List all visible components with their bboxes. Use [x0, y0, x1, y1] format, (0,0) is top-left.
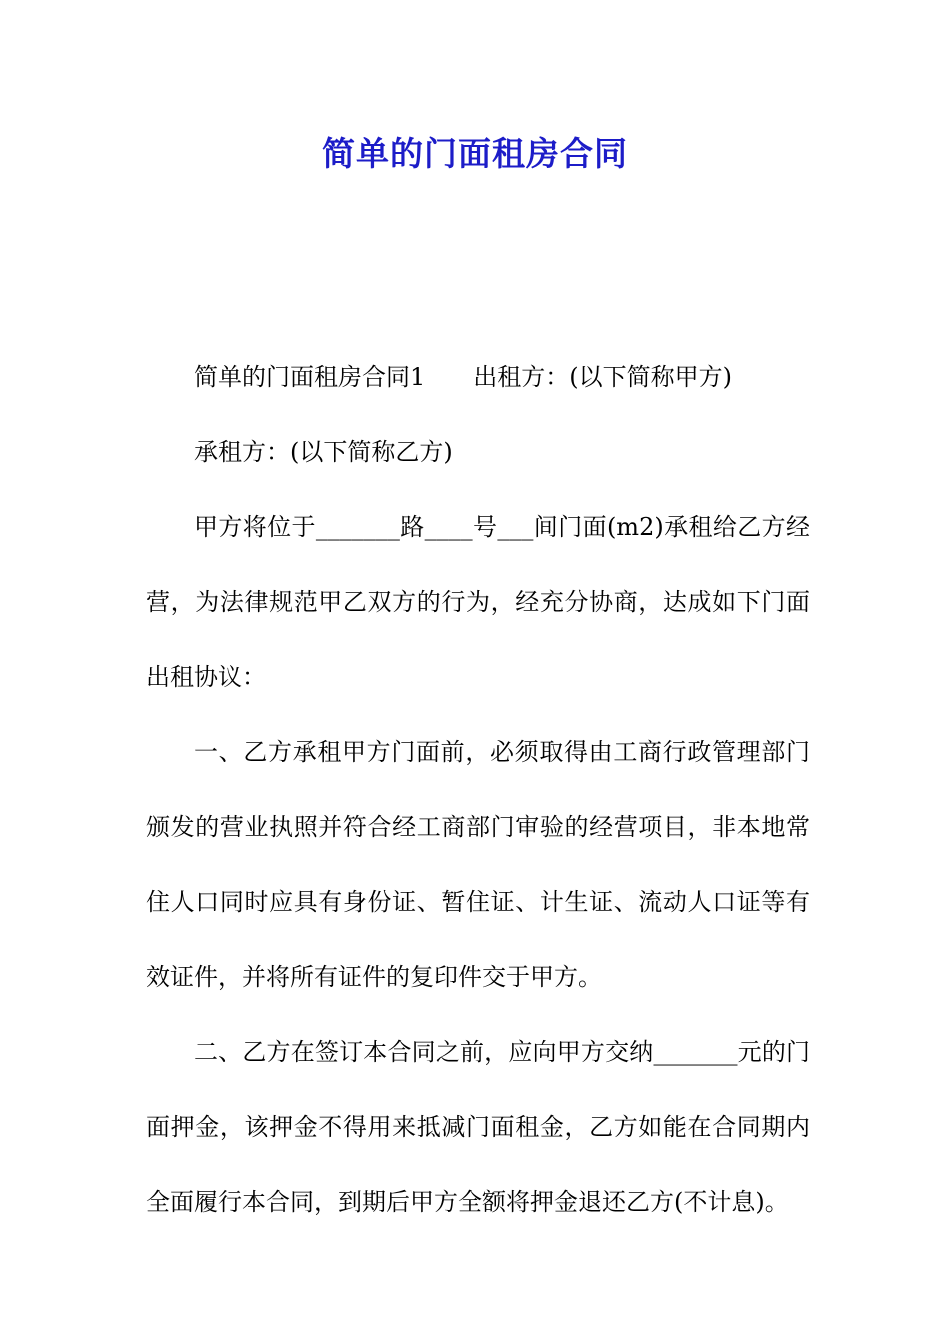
premises-paragraph: 甲方将位于_______路____号___间门面(m2)承租给乙方经营，为法律规范甲乙双方的行为，经充分协商，达成如下门面出租协议： [146, 513, 810, 691]
contract-name: 简单的门面租房合同1 [194, 363, 426, 391]
clause-one-paragraph: 一、乙方承租甲方门面前，必须取得由工商行政管理部门颁发的营业执照并符合经工商部门审验的经营项目，非本地常住人口同时应具有身份证、暂住证、计生证、流动人口证等有效证件，并将所有证件的复印件交于甲方。 [146, 738, 810, 991]
heading-line-paragraph [146, 340, 810, 415]
document-body [146, 340, 810, 1240]
lessor-line: 出租方：(以下简称甲方) [473, 363, 733, 391]
lessee-paragraph: 承租方：(以下简称乙方) [194, 438, 453, 466]
document-title: 简单的门面租房合同 [322, 134, 628, 173]
clause-two-paragraph: 二、乙方在签订本合同之前，应向甲方交纳_______元的门面押金，该押金不得用来抵减门面租金，乙方如能在合同期内全面履行本合同，到期后甲方全额将押金退还乙方(不计息)。 [146, 1038, 810, 1216]
